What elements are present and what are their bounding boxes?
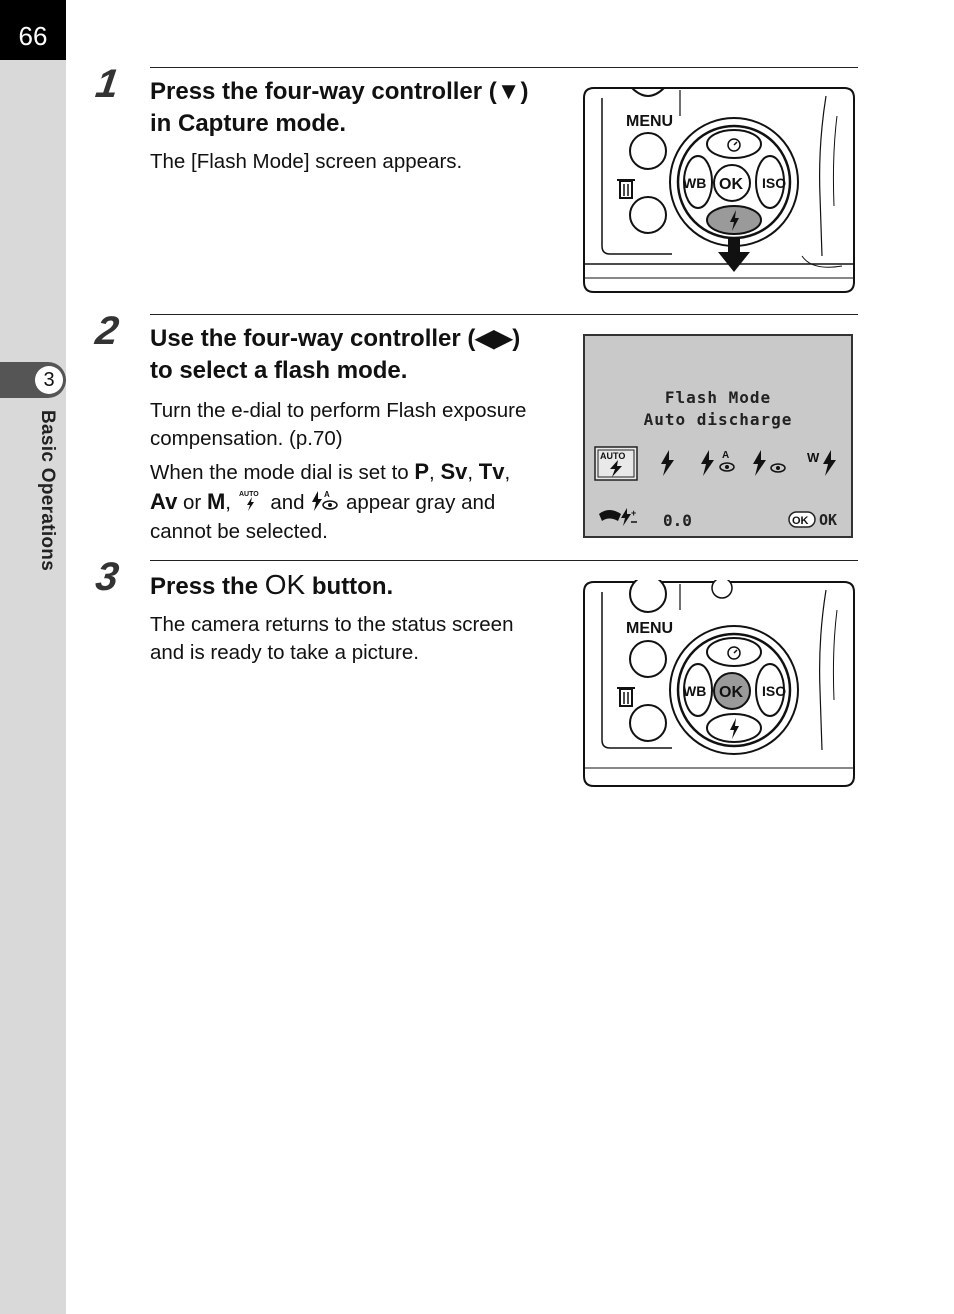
svg-text:A: A [722,450,730,461]
step-3-title-pre: Press the [150,573,265,600]
svg-text:A: A [324,490,331,499]
ok-badge-label: OK [792,515,809,527]
and-text: and [264,491,311,514]
chapter-number: 3 [35,366,63,394]
step-2-title-line-1: Use the four-way controller (◀▶) [150,325,521,352]
step-3-title [150,569,560,603]
mode-sv: Sv [440,459,468,484]
cannot-select-text: cannot be selected. [150,520,328,543]
step-2-title-line-2: to select a flash mode. [150,357,408,384]
flash-comp-value: 0.0 [663,511,692,530]
lcd-icons [585,436,851,536]
chapter-label: Basic Operations [37,410,58,572]
menu-button-2 [630,641,666,677]
step-1-title [150,76,560,140]
red-eye-option [753,450,785,476]
delete-button-2 [630,705,666,741]
step-2-rule [150,314,858,315]
step-3-number: 3 [92,555,122,599]
step-1-rule [150,67,858,68]
mode-dial-sentence: When the mode dial is set to [150,461,415,484]
appear-gray-text: appear gray and [340,491,496,514]
step-1-number: 1 [92,62,122,106]
step-2-body-2: When the mode dial is set to P, Sv, Tv, Av or M, AUTO and A appear gray and cannot be selected. [150,459,511,543]
camera-back-figure-1 [582,86,856,296]
wireless-label: W [807,450,820,465]
auto-label: AUTO [600,451,626,461]
auto-red-eye-flash-icon [310,488,340,512]
red-eye-auto-option [701,450,734,476]
menu-label: MENU [626,113,674,130]
step-2-number: 2 [92,309,122,353]
step-2-body-1-line-1: Turn the e-dial to perform Flash exposure [150,399,527,422]
step-3-title-post: button. [305,573,394,600]
iso-label: ISO [762,175,787,191]
wireless-option [807,450,836,476]
flash-on-option [661,450,674,476]
or-text: or [177,491,207,514]
wb-label-2: WB [683,683,707,699]
page-number: 66 [0,0,66,60]
flash-mode-lcd-screen [583,334,853,538]
mode-tv: Tv [478,459,505,484]
step-3-ok-symbol: OK [264,569,306,600]
step-1-title-line-2: in Capture mode. [150,110,347,137]
camera-back-figure-2 [582,580,856,788]
step-3-body-line-1: The camera returns to the status screen [150,613,514,636]
ok-label: OK [719,176,743,193]
step-2-body-1-line-2: compensation. (p.70) [150,427,343,450]
e-dial-icon [599,508,637,526]
mode-av: Av [150,489,178,514]
svg-text:AUTO: AUTO [238,491,259,498]
step-3-body-line-2: and is ready to take a picture. [150,641,419,664]
menu-button [630,133,666,169]
ok-label-2: OK [719,684,743,701]
step-1-title-line-1: Press the four-way controller (▼) [150,78,529,105]
step-3-body [150,611,560,667]
menu-label-2: MENU [626,620,674,637]
step-2-body-1 [150,397,560,453]
step-3-rule [150,560,858,561]
delete-button [630,197,666,233]
mode-m: M [206,489,226,514]
lcd-title: Flash Mode [664,388,772,407]
wb-label: WB [683,175,707,191]
ok-text: OK [819,511,838,529]
mode-p: P [414,459,430,484]
lcd-subtitle: Auto discharge [643,410,793,429]
auto-flash-icon [237,489,265,511]
step-1-body: The [Flash Mode] screen appears. [150,150,463,173]
svg-text:+: + [631,508,637,518]
step-2-title [150,323,560,387]
sidebar [0,0,66,1314]
iso-label-2: ISO [762,683,787,699]
